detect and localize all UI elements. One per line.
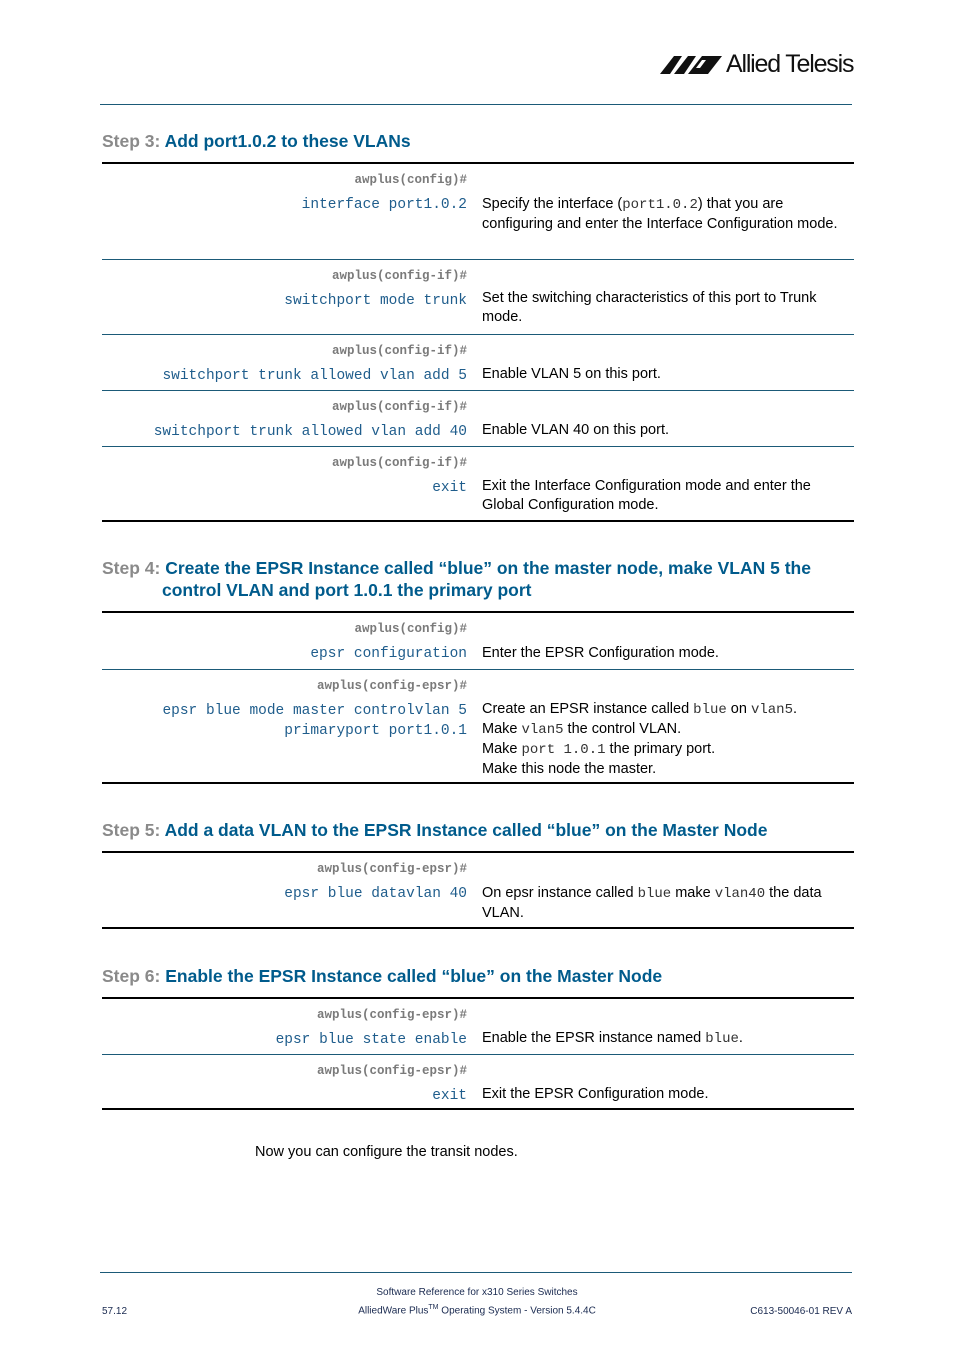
step-3-heading: [102, 130, 411, 152]
step-5-command-table: [102, 851, 854, 929]
cli-command-continued: primaryport port1.0.1: [284, 723, 467, 739]
cli-prompt: awplus(config)#: [354, 173, 467, 187]
cli-prompt: awplus(config-if)#: [331, 400, 467, 414]
table-row: [102, 259, 854, 334]
cli-command: epsr blue state enable: [275, 1032, 467, 1048]
step-title: Create the EPSR Instance called “blue” on the master node, make VLAN 5 the: [165, 558, 811, 578]
step-title: Add port1.0.2 to these VLANs: [164, 131, 411, 151]
cli-prompt: awplus(config-epsr)#: [316, 1008, 467, 1022]
cli-command: exit: [432, 1088, 467, 1104]
step-number: Step 4:: [102, 558, 161, 578]
cli-command: epsr configuration: [310, 646, 467, 662]
command-description: On epsr instance called blue make vlan40 the data VLAN.: [482, 885, 822, 921]
table-row: [102, 390, 854, 446]
step-4-heading: [102, 557, 811, 601]
document-id: C613-50046-01 REV A: [750, 1306, 852, 1317]
table-row: [102, 164, 854, 259]
step-title: Enable the EPSR Instance called “blue” on the Master Node: [165, 966, 663, 986]
step-6-command-table: [102, 997, 854, 1110]
cli-command: epsr blue mode master controlvlan 5: [162, 703, 467, 719]
cli-prompt: awplus(config-epsr)#: [316, 679, 467, 693]
step-number: Step 3:: [102, 131, 161, 151]
command-description: Enable VLAN 40 on this port.: [482, 422, 670, 438]
table-row: [102, 613, 854, 669]
cli-prompt: awplus(config-if)#: [331, 456, 467, 470]
cli-command: interface port1.0.2: [301, 197, 467, 213]
table-row: [102, 334, 854, 390]
page-number: 57.12: [102, 1306, 128, 1317]
cli-command: exit: [432, 480, 467, 496]
header-divider: [100, 104, 852, 105]
command-description: Set the switching characteristics of this port to Trunk mode.: [482, 290, 817, 325]
step-number: Step 6:: [102, 966, 161, 986]
command-description: Enable VLAN 5 on this port.: [482, 366, 661, 382]
allied-telesis-logo: [660, 48, 855, 82]
command-description: Create an EPSR instance called blue on vlan5. Make vlan5 the control VLAN. Make port 1.0.1 the primary port. Make this node the master.: [482, 701, 798, 777]
footer-os-version: AlliedWare Plus™ Operating System - Version 5.4.4C: [358, 1304, 596, 1317]
footer-divider: [100, 1272, 852, 1273]
cli-prompt: awplus(config-epsr)#: [316, 862, 467, 876]
footer-title: Software Reference for x310 Series Switches: [376, 1287, 578, 1298]
step-3-command-table: [102, 162, 854, 522]
step-title: Add a data VLAN to the EPSR Instance called “blue” on the Master Node: [164, 820, 768, 840]
step-5-heading: [102, 819, 767, 841]
table-row: [102, 1054, 854, 1108]
command-description: Exit the EPSR Configuration mode.: [482, 1086, 709, 1102]
step-title-continued: control VLAN and port 1.0.1 the primary port: [162, 580, 532, 600]
table-row: [102, 999, 854, 1054]
command-description: Specify the interface (port1.0.2) that you are configuring and enter the Interface Configuration mode.: [482, 196, 838, 232]
step-6-heading: [102, 965, 662, 987]
table-row: [102, 853, 854, 927]
cli-prompt: awplus(config-if)#: [331, 344, 467, 358]
table-row: [102, 446, 854, 520]
cli-command: switchport trunk allowed vlan add 40: [153, 424, 467, 440]
cli-command: switchport mode trunk: [284, 293, 467, 309]
cli-prompt: awplus(config)#: [354, 622, 467, 636]
command-description: Enable the EPSR instance named blue.: [482, 1030, 743, 1047]
step-4-command-table: [102, 611, 854, 784]
brand-name: Allied Telesis: [726, 50, 854, 78]
table-row: [102, 669, 854, 782]
cli-command: switchport trunk allowed vlan add 5: [162, 368, 467, 384]
logo-mark-icon: [660, 48, 726, 80]
closing-note: Now you can configure the transit nodes.: [255, 1144, 518, 1160]
cli-prompt: awplus(config-epsr)#: [316, 1064, 467, 1078]
cli-command: epsr blue datavlan 40: [284, 886, 467, 902]
step-number: Step 5:: [102, 820, 161, 840]
command-description: Exit the Interface Configuration mode and enter the Global Configuration mode.: [482, 478, 811, 513]
cli-prompt: awplus(config-if)#: [331, 269, 467, 283]
command-description: Enter the EPSR Configuration mode.: [482, 645, 719, 661]
